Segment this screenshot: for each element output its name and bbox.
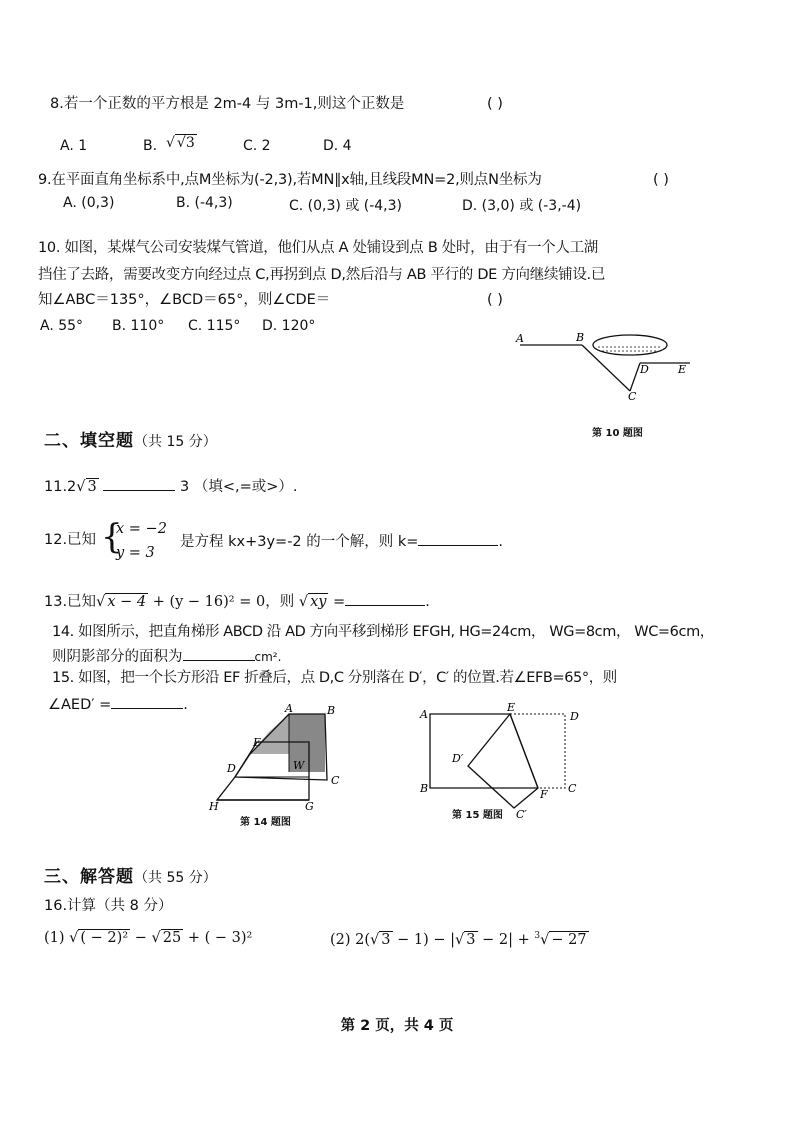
q15-fold-line-ef <box>510 714 538 788</box>
q13-end: . <box>425 594 430 610</box>
q10-answer-paren: ( ) <box>487 292 503 308</box>
q13-answer-blank[interactable] <box>345 590 425 606</box>
q11-prefix: 11.2 <box>44 479 77 495</box>
q15-label-a: A <box>420 708 428 721</box>
q10-label-e: E <box>678 363 687 376</box>
q15-line2-wrap <box>48 693 188 715</box>
q12-eq2: y = 3 <box>116 545 155 561</box>
q12-eq1: x = −2 <box>116 521 167 537</box>
q14-figure <box>205 702 355 820</box>
q13-prefix: 13.已知 <box>44 594 97 610</box>
q16-part2-label: (2) <box>330 931 351 948</box>
q16-part1-tail: + ( − 3)² <box>187 930 253 946</box>
q12-prefix: 12.已知 <box>44 532 97 548</box>
q15-label-c: C <box>568 782 577 795</box>
section-2-title: 二、填空题 <box>44 431 134 451</box>
q15-original-position <box>510 714 565 788</box>
q15-rectangle-outline <box>430 714 538 788</box>
q9-option-c: C. (0,3) 或 (-4,3) <box>289 198 403 214</box>
q8-option-a: A. 1 <box>60 138 88 154</box>
q16-part2-c: − 2| + <box>482 931 530 948</box>
q15-label-d: D <box>570 710 579 723</box>
section-2-note: （共 15 分） <box>134 434 217 450</box>
q15-line2: ∠AED′ = <box>48 697 112 713</box>
q9-option-b: B. (-4,3) <box>176 195 233 211</box>
q8-stem: 8.若一个正数的平方根是 2m-4 与 3m-1,则这个正数是 <box>50 96 405 112</box>
q10-line-bc <box>582 345 630 391</box>
q14-line2: 则阴影部分的面积为 <box>52 649 183 665</box>
q10-option-d: D. 120° <box>262 318 316 334</box>
q10-option-b: B. 110° <box>112 318 165 334</box>
q14-label-b: B <box>327 704 336 717</box>
q16-part2-root-index: 3 <box>534 931 541 941</box>
q9-answer-paren: ( ) <box>653 172 669 188</box>
q16-part1-radicand-2: 25 <box>162 930 182 946</box>
q16-part2-a: 2( <box>355 931 371 948</box>
q8-answer-paren: ( ) <box>487 96 503 112</box>
q16-part2: (2) 2(√ 3 − 1) − |√ 3 − 2| + $^3$√ − 27 <box>330 931 587 948</box>
q16-part2-radicand-2: 3 <box>466 931 476 948</box>
q11-radicand: 3 <box>87 479 97 495</box>
q10-lake-outline <box>593 335 667 355</box>
q8-option-d: D. 4 <box>323 138 352 154</box>
q13-equals: = <box>333 594 346 610</box>
q13-middle: + (y − 16)² = 0，则 <box>152 594 295 610</box>
q8-option-b-radicand: √3 <box>176 135 195 151</box>
q11-answer-blank[interactable] <box>103 475 175 491</box>
q9-stem: 9.在平面直角坐标系中,点M坐标为(-2,3),若MN∥x轴,且线段MN=2,则点N坐标为 <box>38 172 542 188</box>
q10-option-c: C. 115° <box>188 318 241 334</box>
q12-statement <box>180 530 503 552</box>
q16-title: 16.计算（共 8 分） <box>44 898 173 914</box>
q12-end: . <box>498 534 504 550</box>
q12-brace: { <box>101 517 123 557</box>
q10-label-a: A <box>516 332 524 345</box>
q11: 11.2√ 3 3 （填<,=或>）. <box>44 475 298 497</box>
page-footer: 第 2 页，共 4 页 <box>340 1018 454 1034</box>
q14-line1: 14. 如图所示，把直角梯形 ABCD 沿 AD 方向平移到梯形 EFGH, HG=24cm， WG=8cm， WC=6cm， <box>52 624 714 640</box>
q16-part2-b: − 1) − | <box>397 931 456 948</box>
q14-label-w: W <box>293 759 305 772</box>
q15-label-e: E <box>507 701 516 714</box>
q16-part2-radicand-3: − 27 <box>551 931 587 948</box>
q8-option-b-value: √ √3 <box>166 135 195 151</box>
q15-label-b: B <box>420 782 429 795</box>
q14-line2-wrap <box>52 645 281 667</box>
q12-answer-blank[interactable] <box>418 530 498 546</box>
q10-figure <box>510 325 700 400</box>
q9-option-a: A. (0,3) <box>63 195 115 211</box>
q10-label-b: B <box>576 331 585 344</box>
q14-answer-blank[interactable] <box>183 645 255 661</box>
q10-line1: 10. 如图，某煤气公司安装煤气管道，他们从点 A 处铺设到点 B 处时，由于有一个人工湖 <box>38 240 598 256</box>
q9-option-d: D. (3,0) 或 (-3,-4) <box>462 198 582 214</box>
q10-line3: 知∠ABC＝135°，∠BCD＝65°，则∠CDE＝ <box>38 292 331 308</box>
q12-suffix: 是方程 kx+3y=-2 的一个解，则 k= <box>180 534 419 550</box>
q16-part1-label: (1) <box>44 930 65 946</box>
q15-label-c-prime: C′ <box>516 808 527 821</box>
q16-part1: (1) √ ( − 2)² − √ 25 + ( − 3)² <box>44 930 253 946</box>
q10-label-d: D <box>640 363 649 376</box>
q14-label-a: A <box>285 702 293 715</box>
section-2-heading <box>44 426 217 451</box>
q15-label-d-prime: D′ <box>452 752 464 765</box>
q14-unit: cm². <box>254 650 282 664</box>
q14-label-c: C <box>331 774 340 787</box>
q11-suffix: 3 （填<,=或>）. <box>180 479 298 495</box>
q16-part1-radicand-1: ( − 2)² <box>80 930 129 946</box>
q10-line2: 挡住了去路，需要改变方向经过点 C,再拐到点 D,然后沿与 AB 平行的 DE 方向继续铺设.已 <box>38 267 606 283</box>
q16-part1-minus: − <box>134 930 147 946</box>
q14-label-e: E <box>253 736 262 749</box>
q8-option-b: B. <box>143 138 158 154</box>
q15-end: . <box>183 697 188 713</box>
q10-figure-caption: 第 10 题图 <box>592 428 643 439</box>
q16-part2-radicand-1: 3 <box>381 931 391 948</box>
q13-radicand-2: xy <box>310 594 327 610</box>
section-3-title: 三、解答题 <box>44 867 134 887</box>
q10-option-a: A. 55° <box>40 318 84 334</box>
q15-label-f: F <box>540 788 548 801</box>
q15-line1: 15. 如图，把一个长方形沿 EF 折叠后，点 D,C 分别落在 D′，C′ 的位置.若∠EFB=65°，则 <box>52 670 617 686</box>
q15-answer-blank[interactable] <box>111 693 183 709</box>
q10-label-c: C <box>628 390 637 400</box>
q14-label-d: D <box>227 762 236 775</box>
q14-figure-caption: 第 14 题图 <box>240 817 291 828</box>
q15-figure-caption: 第 15 题图 <box>452 810 503 821</box>
section-3-note: （共 55 分） <box>134 870 217 886</box>
section-3-heading <box>44 862 217 887</box>
q10-line-cd <box>630 363 640 391</box>
q14-label-g: G <box>305 800 314 813</box>
q13-radicand-1: x − 4 <box>107 594 147 610</box>
q13: 13.已知√ x − 4 + (y − 16)² = 0，则 √ xy = . <box>44 590 430 612</box>
q8-option-c: C. 2 <box>243 138 271 154</box>
q14-label-h: H <box>209 800 219 813</box>
